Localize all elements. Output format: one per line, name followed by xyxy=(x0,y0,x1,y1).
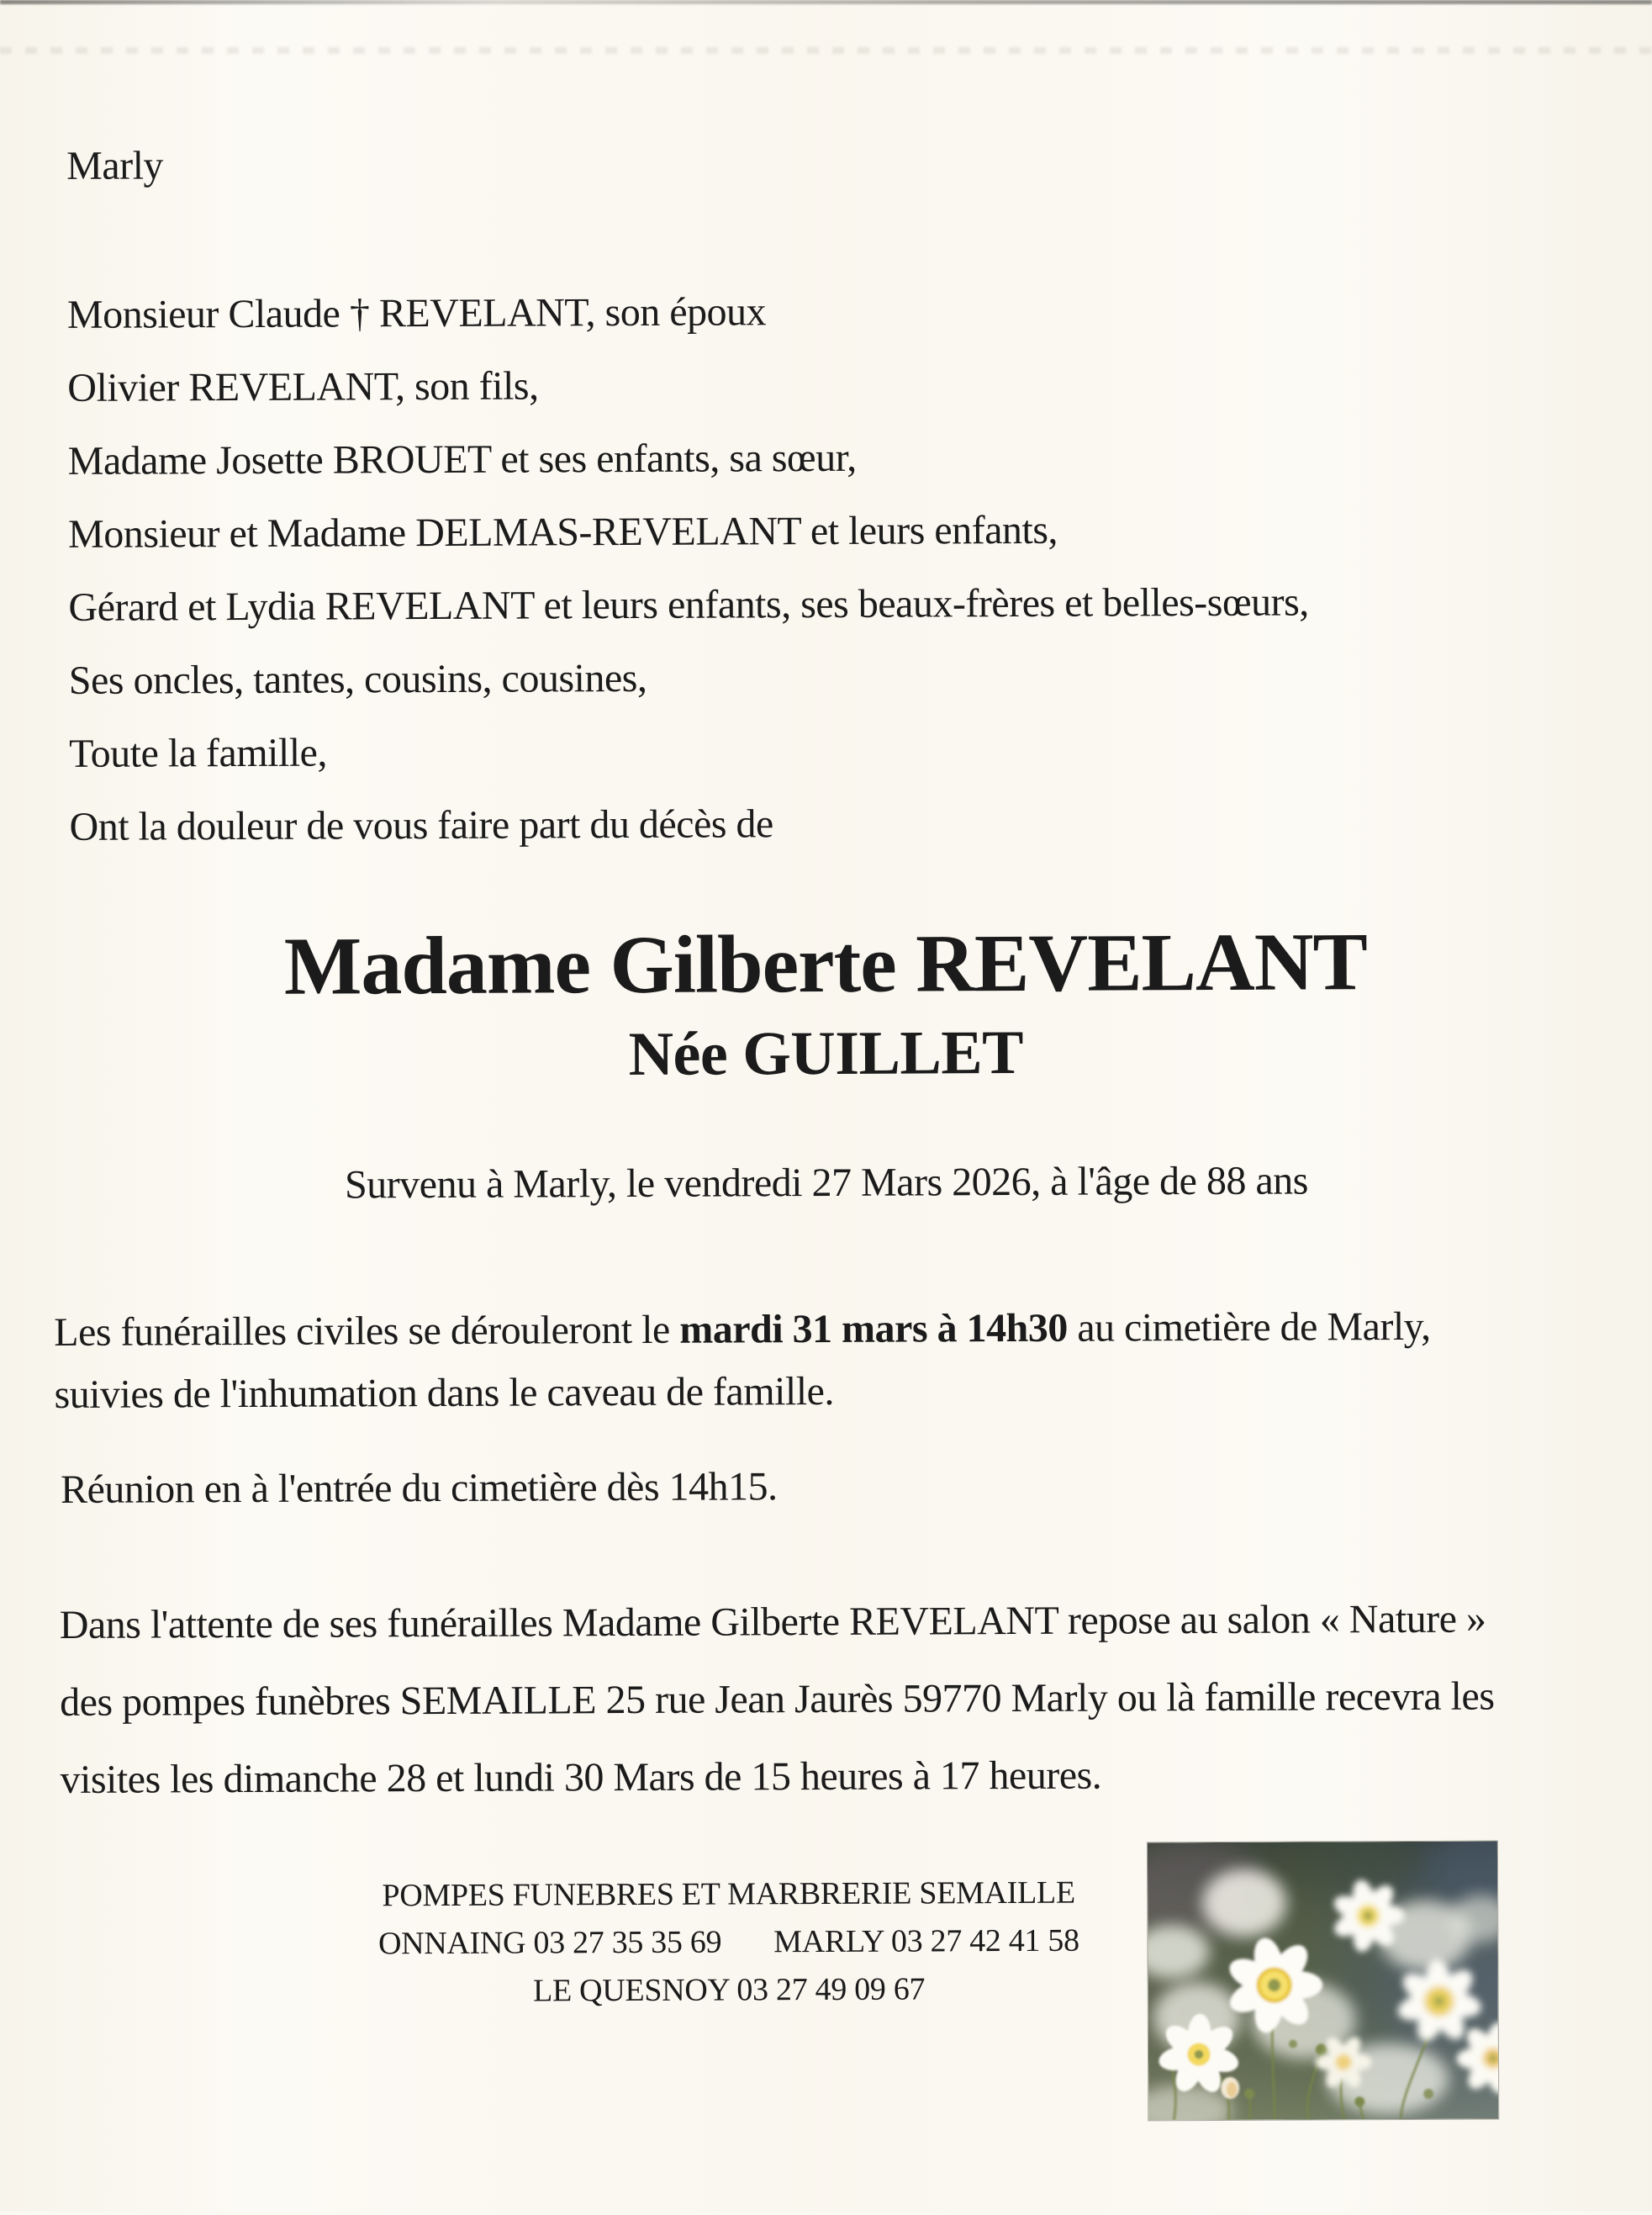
visitation-line: Dans l'attente de ses funérailles Madame Gilberte REVELANT repose au salon « Nature » xyxy=(59,1596,1486,1647)
flower-photo xyxy=(1147,1841,1499,2122)
meeting-line: Réunion en à l'entrée du cimetière dès 14h15. xyxy=(60,1464,778,1512)
family-list xyxy=(67,272,1310,863)
funeral-line-1 xyxy=(54,1296,1431,1364)
funeral-text-pre: Les funérailles civiles se dérouleront le xyxy=(54,1307,680,1355)
visitation-paragraph xyxy=(60,1581,1495,1819)
funeral-home-phone-lequesnoy: LE QUESNOY 03 27 49 09 67 xyxy=(533,1971,926,2009)
funeral-line-2: suivies de l'inhumation dans le caveau de famille. xyxy=(54,1368,835,1417)
funeral-home-name: POMPES FUNEBRES ET MARBRERIE SEMAILLE xyxy=(382,1874,1075,1914)
visitation-line: des pompes funèbres SEMAILLE 25 rue Jean Jaurès 59770 Marly ou là famille recevra les xyxy=(60,1673,1495,1725)
family-line: Olivier REVELANT, son fils, xyxy=(67,363,539,410)
funeral-datetime: mardi 31 mars à 14h30 xyxy=(679,1305,1068,1352)
funeral-paragraph xyxy=(54,1296,1431,1426)
funeral-home-phones xyxy=(335,1916,1122,1968)
cream-bud xyxy=(1221,2077,1239,2099)
family-line: Monsieur Claude † REVELANT, son époux xyxy=(66,289,767,337)
family-line: Ses oncles, tantes, cousins, cousines, xyxy=(68,655,647,703)
family-line: Madame Josette BROUET et ses enfants, sa sœur, xyxy=(67,435,857,484)
funeral-home-phone-marly: MARLY 03 27 42 41 58 xyxy=(773,1922,1079,1960)
family-line: Gérard et Lydia REVELANT et leurs enfants, ses beaux-frères et belles-sœurs, xyxy=(68,579,1309,630)
deceased-name: Madame Gilberte REVELANT xyxy=(283,917,1368,1012)
announcement-intro-line: Ont la douleur de vous faire part du décès de xyxy=(69,801,773,849)
family-line: Toute la famille, xyxy=(69,730,328,776)
funeral-home-phone-onnaing: ONNAING 03 27 35 35 69 xyxy=(377,1924,722,1962)
maiden-name: Née GUILLET xyxy=(628,1018,1024,1090)
flower-photo-image xyxy=(1148,1842,1498,2121)
city-label: Marly xyxy=(66,143,164,188)
funeral-text-post: au cimetière de Marly, xyxy=(1067,1303,1431,1351)
family-line: Monsieur et Madame DELMAS-REVELANT et leurs enfants, xyxy=(67,507,1058,557)
visitation-line: visites les dimanche 28 et lundi 30 Mars de 15 heures à 17 heures. xyxy=(60,1752,1102,1802)
death-details-line: Survenu à Marly, le vendredi 27 Mars 2026, à l'âge de 88 ans xyxy=(344,1158,1309,1208)
funeral-home-block xyxy=(335,1869,1122,2016)
